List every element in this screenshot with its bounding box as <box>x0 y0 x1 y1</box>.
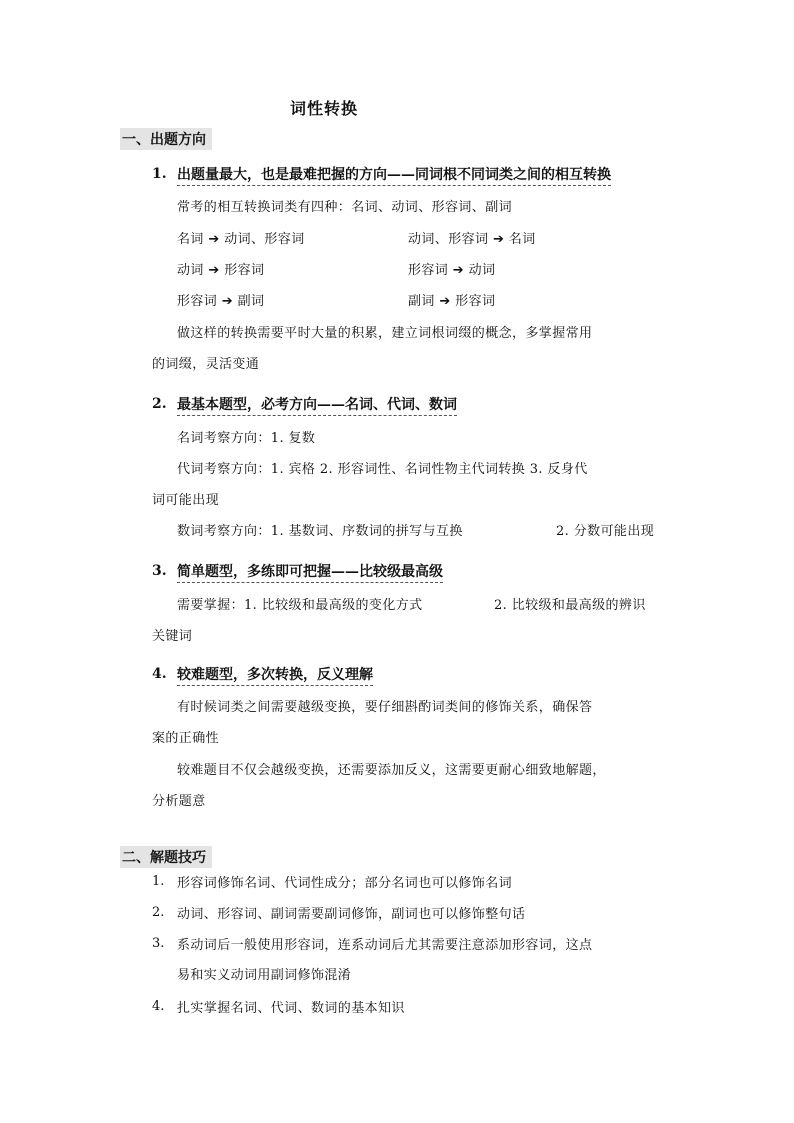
paragraph: 代词考察方向：1. 宾格 2. 形容词性、名词性物主代词转换 3. 反身代 <box>177 462 588 477</box>
list-item-number: 3. <box>152 936 165 951</box>
conversion-pair <box>408 228 536 247</box>
arrow-icon: ➔ <box>208 232 220 247</box>
paragraph: 词可能出现 <box>152 493 220 508</box>
conversion-pair <box>177 228 305 247</box>
conversion-pair <box>177 259 264 278</box>
paragraph: 名词考察方向：1. 复数 <box>177 431 316 446</box>
pair-to: 动词、形容词 <box>224 232 305 247</box>
paragraph: 的词缀，灵活变通 <box>152 357 260 372</box>
arrow-icon: ➔ <box>439 294 451 309</box>
pair-from: 名词 <box>177 232 204 247</box>
item-number: 2. <box>152 396 167 412</box>
paragraph: 做这样的转换需要平时大量的积累，建立词根词缀的概念，多掌握常用 <box>177 326 593 341</box>
paragraph: 分析题意 <box>152 794 206 809</box>
list-item: 动词、形容词、副词需要副词修饰，副词也可以修饰整句话 <box>177 907 526 922</box>
conversion-pair <box>177 290 264 309</box>
conversion-pair <box>408 259 495 278</box>
list-item: 系动词后一般使用形容词，连系动词后尤其需要注意添加形容词，这点 <box>177 938 593 953</box>
item-number: 3. <box>152 563 167 579</box>
section-heading-1: 一、出题方向 <box>120 128 212 150</box>
list-item: 扎实掌握名词、代词、数词的基本知识 <box>177 1001 405 1016</box>
item-heading-2: 最基本题型，必考方向——名词、代词、数词 <box>177 394 457 416</box>
item-number: 1. <box>152 166 167 182</box>
paragraph: 关键词 <box>152 629 193 644</box>
pair-from: 形容词 <box>177 294 218 309</box>
section-heading-2: 二、解题技巧 <box>120 846 212 868</box>
pair-to: 动词 <box>468 263 496 278</box>
paragraph: 常考的相互转换词类有四种：名词、动词、形容词、副词 <box>177 200 513 215</box>
paragraph: 需要掌握：1. 比较级和最高级的变化方式 <box>177 598 423 613</box>
pair-to: 形容词 <box>224 263 265 278</box>
pair-from: 动词、形容词 <box>408 232 489 247</box>
arrow-icon: ➔ <box>452 263 465 278</box>
arrow-icon: ➔ <box>221 294 234 309</box>
item-number: 4. <box>152 666 167 682</box>
pair-from: 形容词 <box>408 263 449 278</box>
paragraph: 较难题目不仅会越级变换，还需要添加反义，这需要更耐心细致地解题， <box>177 763 606 778</box>
list-item-number: 1. <box>152 874 165 889</box>
item-heading-4: 较难题型，多次转换，反义理解 <box>177 664 373 686</box>
paragraph: 有时候词类之间需要越级变换，要仔细斟酌词类间的修饰关系，确保答 <box>177 700 593 715</box>
item-heading-1: 出题量最大，也是最难把握的方向——同词根不同词类之间的相互转换 <box>177 164 611 186</box>
pair-to: 名词 <box>508 232 536 247</box>
paragraph: 数词考察方向：1. 基数词、序数词的拼写与互换 <box>177 524 463 539</box>
pair-to: 形容词 <box>455 294 496 309</box>
arrow-icon: ➔ <box>492 232 505 247</box>
pair-from: 动词 <box>177 263 204 278</box>
page-title: 词性转换 <box>290 99 359 118</box>
paragraph: 2. 分数可能出现 <box>556 524 655 539</box>
paragraph: 案的正确性 <box>152 731 220 746</box>
list-item-continuation: 易和实义动词用副词修饰混淆 <box>177 968 352 983</box>
conversion-pair <box>408 290 495 309</box>
list-item-number: 4. <box>152 999 165 1014</box>
arrow-icon: ➔ <box>208 263 220 278</box>
paragraph: 2. 比较级和最高级的辨识 <box>494 598 646 613</box>
list-item: 形容词修饰名词、代词性成分；部分名词也可以修饰名词 <box>177 876 513 891</box>
item-heading-3: 简单题型，多练即可把握——比较级最高级 <box>177 561 443 583</box>
pair-to: 副词 <box>237 294 265 309</box>
pair-from: 副词 <box>408 294 435 309</box>
list-item-number: 2. <box>152 905 165 920</box>
